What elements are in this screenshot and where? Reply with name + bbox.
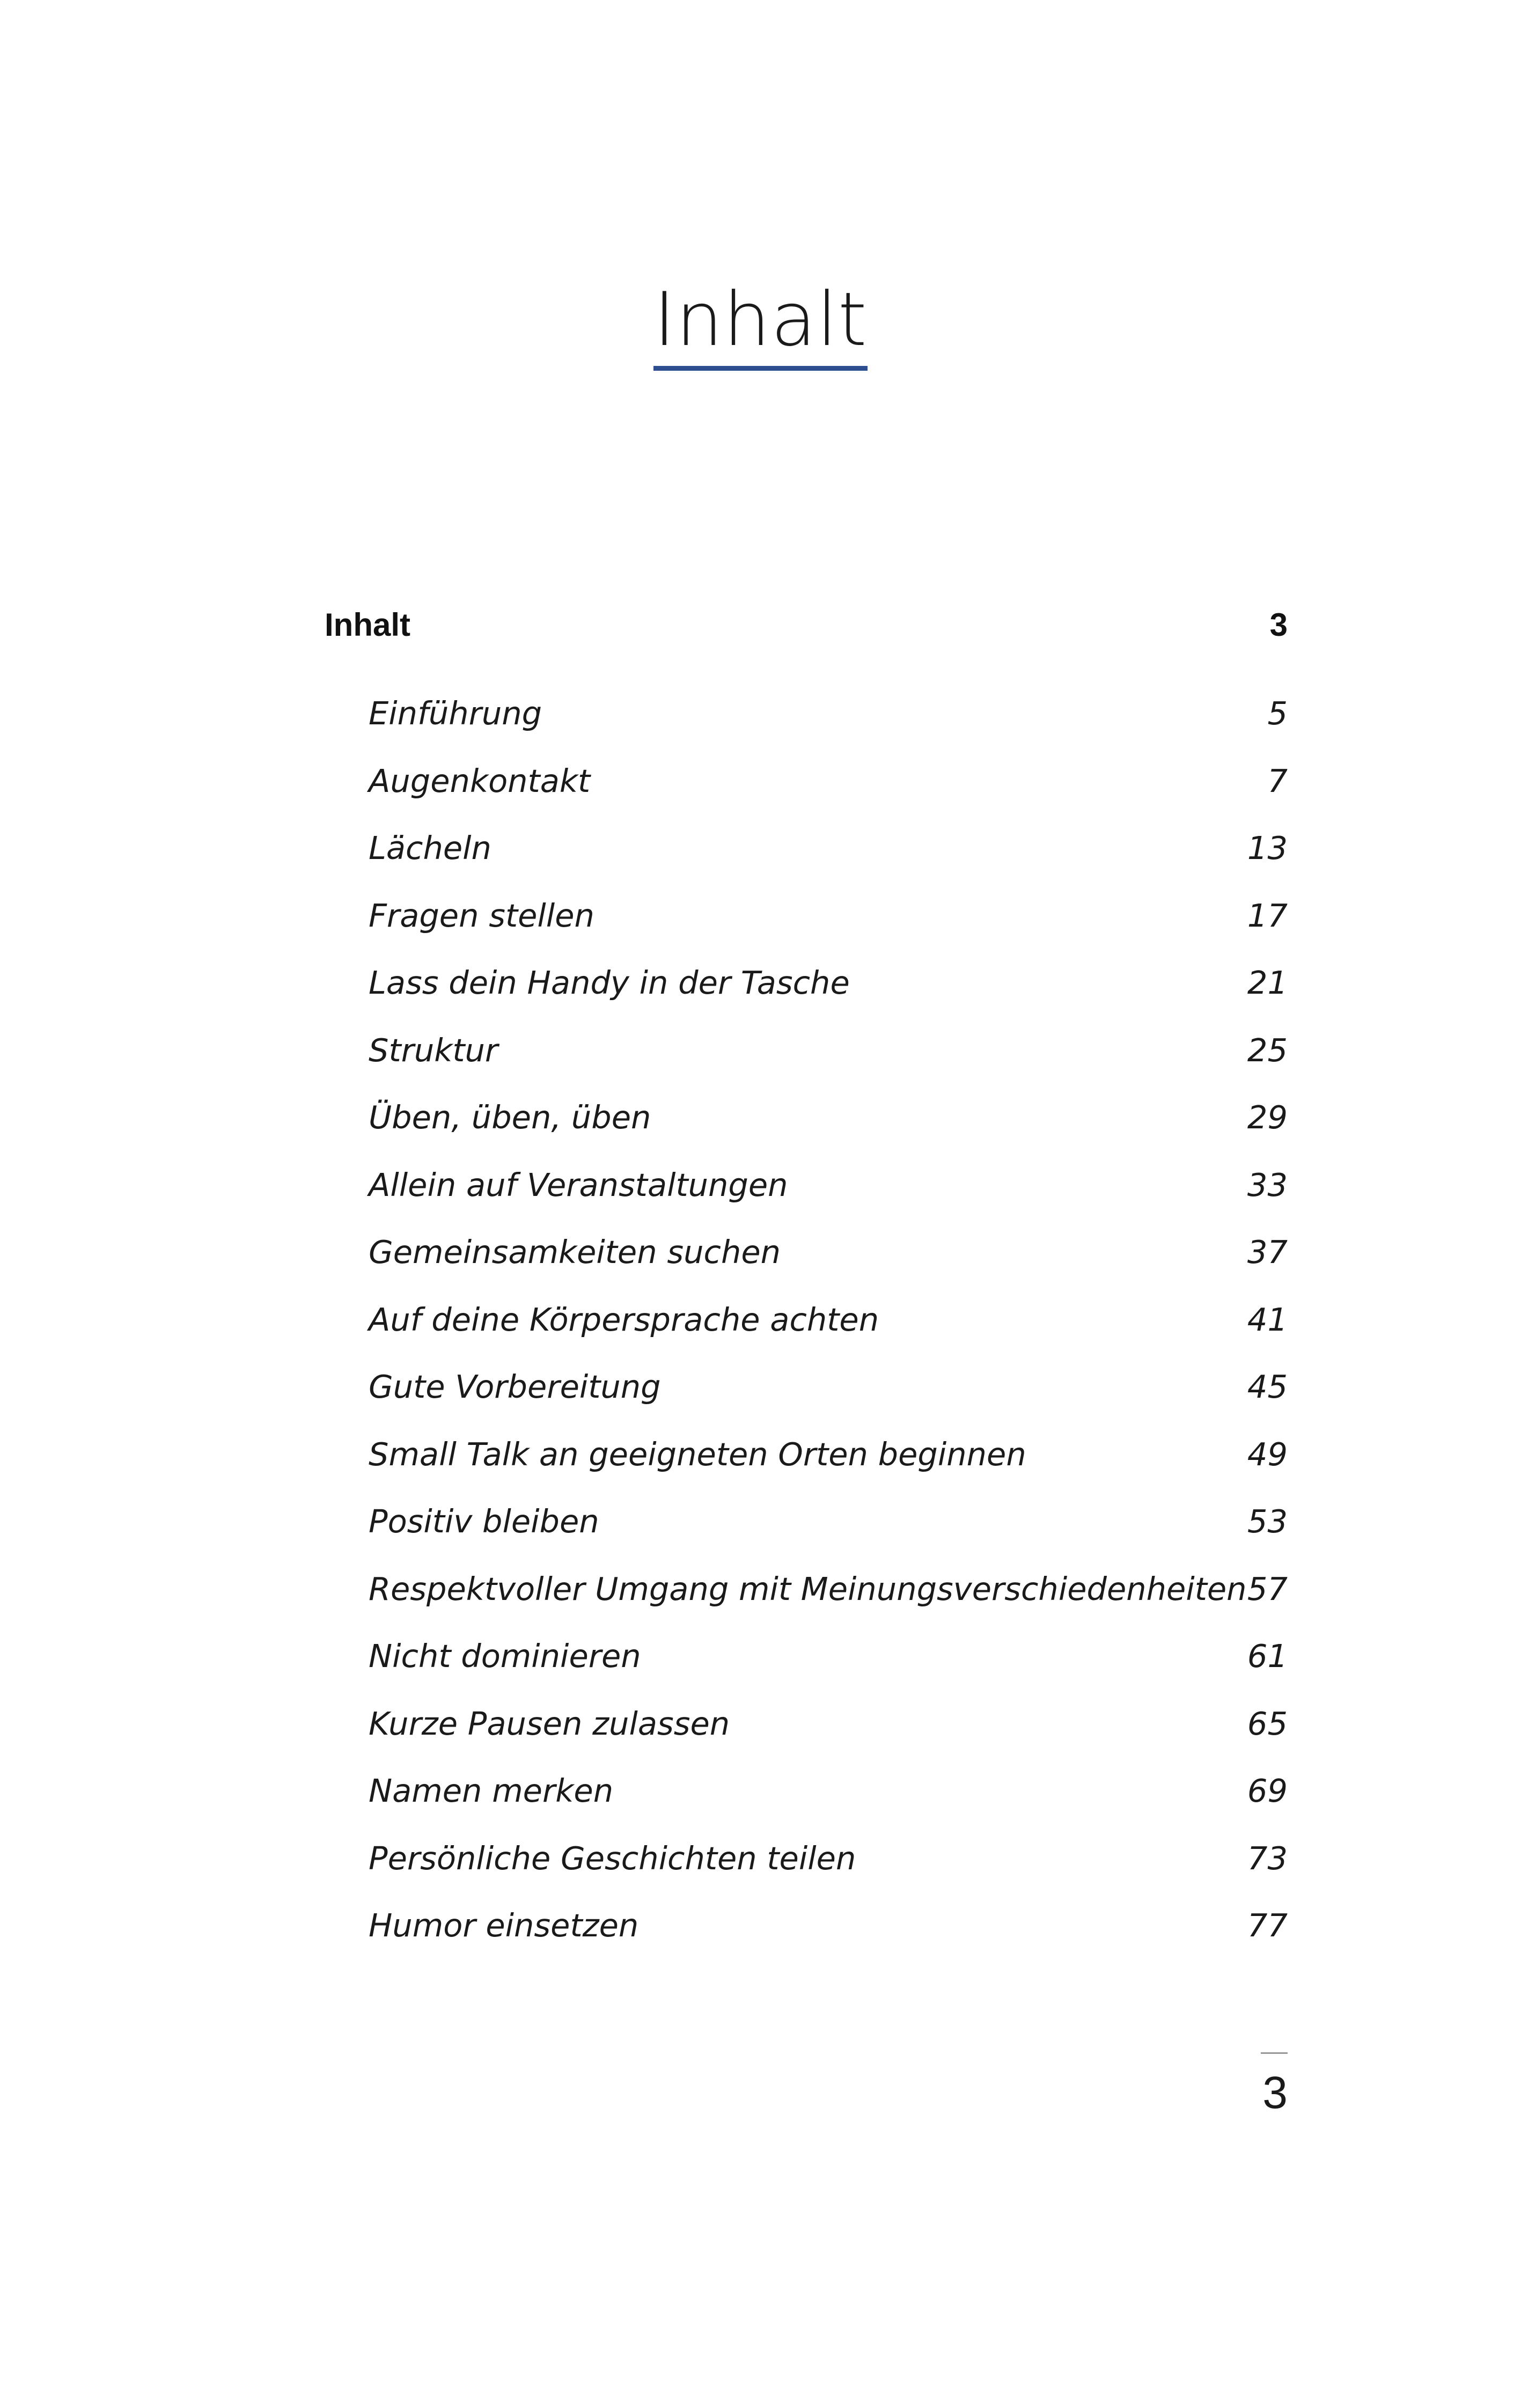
- toc-entry-page: 21: [1247, 964, 1288, 1001]
- toc-entry[interactable]: [325, 1234, 1288, 1301]
- toc-entry-page: 45: [1247, 1368, 1288, 1405]
- toc-entry[interactable]: [325, 1705, 1288, 1773]
- toc-header[interactable]: [325, 606, 1288, 657]
- toc-entry-label: Auf deine Körpersprache achten: [369, 1301, 879, 1338]
- toc-entry-page: 69: [1247, 1772, 1288, 1809]
- table-of-contents: [325, 606, 1288, 1974]
- page-title: Inhalt: [653, 279, 868, 371]
- toc-entry-page: 57: [1247, 1570, 1288, 1607]
- toc-entry-page: 77: [1247, 1907, 1288, 1944]
- title-container: [0, 276, 1521, 371]
- toc-header-page: 3: [1269, 607, 1288, 643]
- toc-entry-page: 73: [1247, 1839, 1288, 1877]
- toc-entry[interactable]: [325, 1503, 1288, 1570]
- toc-entry[interactable]: [325, 1032, 1288, 1099]
- toc-entry[interactable]: [325, 829, 1288, 897]
- toc-entry-label: Fragen stellen: [369, 897, 594, 934]
- toc-entry-label: Üben, üben, üben: [369, 1099, 651, 1136]
- toc-entry-page: 29: [1247, 1099, 1288, 1136]
- toc-entry[interactable]: [325, 1907, 1288, 1974]
- toc-entry[interactable]: [325, 1368, 1288, 1436]
- toc-entry[interactable]: [325, 1772, 1288, 1840]
- toc-entry[interactable]: [325, 897, 1288, 965]
- toc-entry-label: Gute Vorbereitung: [369, 1368, 661, 1405]
- toc-entry-label: Namen merken: [369, 1772, 614, 1809]
- toc-entry[interactable]: [325, 1638, 1288, 1705]
- toc-list: [325, 695, 1288, 1974]
- toc-entry-label: Persönliche Geschichten teilen: [369, 1839, 856, 1877]
- toc-entry[interactable]: [325, 1840, 1288, 1907]
- toc-entry-page: 13: [1247, 829, 1288, 867]
- page-number: 3: [1262, 2067, 1288, 2118]
- toc-entry-label: Gemeinsamkeiten suchen: [369, 1234, 781, 1271]
- toc-entry-label: Struktur: [369, 1031, 498, 1069]
- toc-entry[interactable]: [325, 762, 1288, 830]
- toc-header-label: Inhalt: [325, 607, 410, 643]
- toc-entry-label: Einführung: [369, 695, 542, 732]
- toc-entry[interactable]: [325, 695, 1288, 762]
- toc-entry-label: Small Talk an geeigneten Orten beginnen: [369, 1435, 1026, 1473]
- toc-entry-page: 49: [1247, 1435, 1288, 1473]
- toc-entry-page: 7: [1267, 762, 1288, 799]
- toc-entry-label: Lass dein Handy in der Tasche: [369, 964, 850, 1001]
- toc-entry-page: 33: [1247, 1166, 1288, 1203]
- toc-entry-label: Kurze Pausen zulassen: [369, 1705, 730, 1742]
- footer-rule: [1261, 2052, 1288, 2054]
- toc-entry[interactable]: [325, 1570, 1288, 1638]
- toc-entry[interactable]: [325, 1099, 1288, 1166]
- toc-entry-page: 5: [1267, 695, 1288, 732]
- toc-entry[interactable]: [325, 1301, 1288, 1369]
- toc-entry-label: Allein auf Veranstaltungen: [369, 1166, 788, 1203]
- toc-entry[interactable]: [325, 1166, 1288, 1234]
- toc-entry-page: 65: [1247, 1705, 1288, 1742]
- toc-entry-page: 53: [1247, 1503, 1288, 1540]
- toc-entry-label: Positiv bleiben: [369, 1503, 599, 1540]
- toc-entry-label: Respektvoller Umgang mit Meinungsverschiedenheiten: [369, 1570, 1247, 1607]
- toc-entry-page: 17: [1247, 897, 1288, 934]
- toc-entry-page: 61: [1247, 1638, 1288, 1675]
- toc-entry-page: 25: [1247, 1031, 1288, 1069]
- toc-entry[interactable]: [325, 1436, 1288, 1503]
- toc-entry-label: Humor einsetzen: [369, 1907, 639, 1944]
- toc-entry-label: Augenkontakt: [369, 762, 591, 799]
- toc-entry-label: Nicht dominieren: [369, 1638, 641, 1675]
- toc-entry-page: 41: [1247, 1301, 1288, 1338]
- toc-entry[interactable]: [325, 964, 1288, 1032]
- toc-entry-page: 37: [1247, 1234, 1288, 1271]
- page-footer: [1255, 2052, 1288, 2118]
- toc-entry-label: Lächeln: [369, 829, 491, 867]
